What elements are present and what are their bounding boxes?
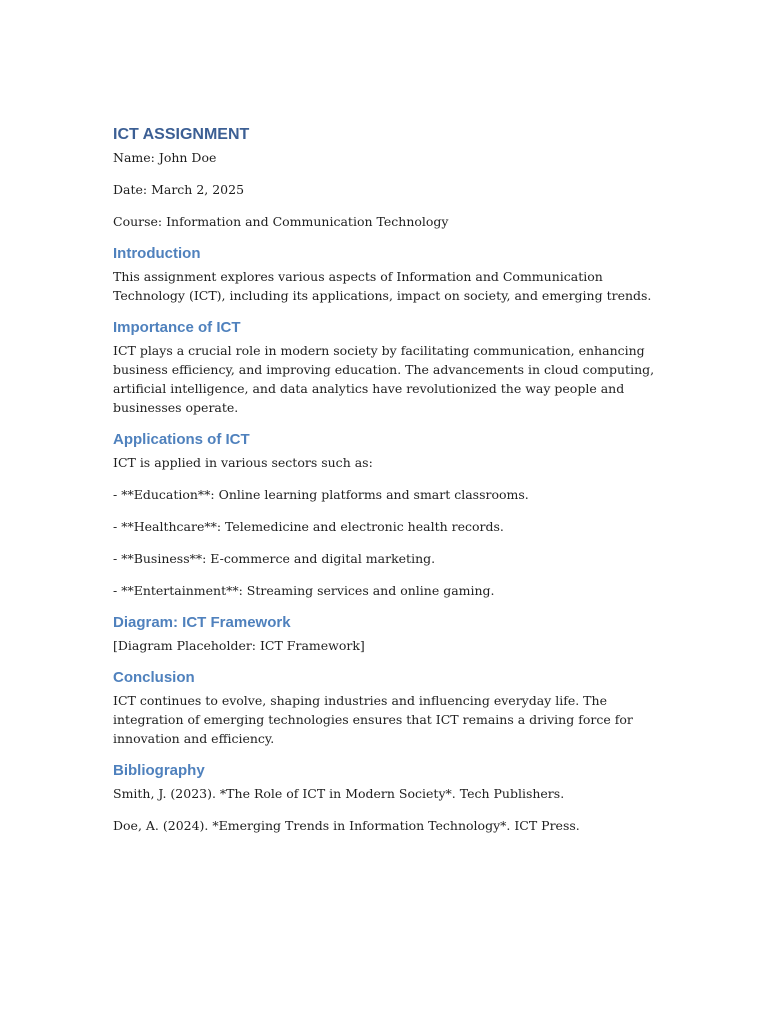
document-title: ICT ASSIGNMENT xyxy=(113,126,250,143)
list-item: - **Entertainment**: Streaming services and online gaming. xyxy=(113,583,495,598)
date-line: Date: March 2, 2025 xyxy=(113,182,245,197)
importance-heading: Importance of ICT xyxy=(113,319,241,336)
course-line: Course: Information and Communication Technology xyxy=(113,214,449,229)
list-item: - **Education**: Online learning platforms and smart classrooms. xyxy=(113,487,529,502)
diagram-placeholder: [Diagram Placeholder: ICT Framework] xyxy=(113,638,365,653)
list-item: - **Healthcare**: Telemedicine and electronic health records. xyxy=(113,519,504,534)
introduction-heading: Introduction xyxy=(113,245,201,262)
conclusion-heading: Conclusion xyxy=(113,669,195,686)
bibliography-heading: Bibliography xyxy=(113,762,205,779)
name-line: Name: John Doe xyxy=(113,150,217,165)
introduction-text: This assignment explores various aspects of Information and Communication Technology (ICT), including its applications, impact on society, and emerging trends. xyxy=(113,269,652,303)
diagram-heading: Diagram: ICT Framework xyxy=(113,614,291,631)
section-importance xyxy=(113,317,673,417)
document-page xyxy=(113,124,673,835)
list-item: - **Business**: E-commerce and digital marketing. xyxy=(113,551,436,566)
conclusion-text: ICT continues to evolve, shaping industries and influencing everyday life. The integration of emerging technologies ensures that ICT remains a driving force for innovation and efficiency. xyxy=(113,693,633,746)
section-conclusion xyxy=(113,667,673,748)
bibliography-entry: Doe, A. (2024). *Emerging Trends in Information Technology*. ICT Press. xyxy=(113,818,580,833)
section-diagram xyxy=(113,612,673,655)
section-applications xyxy=(113,429,673,600)
applications-intro: ICT is applied in various sectors such as: xyxy=(113,455,373,470)
applications-heading: Applications of ICT xyxy=(113,431,250,448)
applications-list xyxy=(113,485,673,600)
importance-text: ICT plays a crucial role in modern society by facilitating communication, enhancing business efficiency, and improving education. The advancements in cloud computing, artificial intelligence, and data analytics have revolutionized the way people and businesses operate. xyxy=(113,343,655,415)
bibliography-entry: Smith, J. (2023). *The Role of ICT in Modern Society*. Tech Publishers. xyxy=(113,786,565,801)
section-bibliography xyxy=(113,760,673,835)
section-introduction xyxy=(113,243,673,305)
